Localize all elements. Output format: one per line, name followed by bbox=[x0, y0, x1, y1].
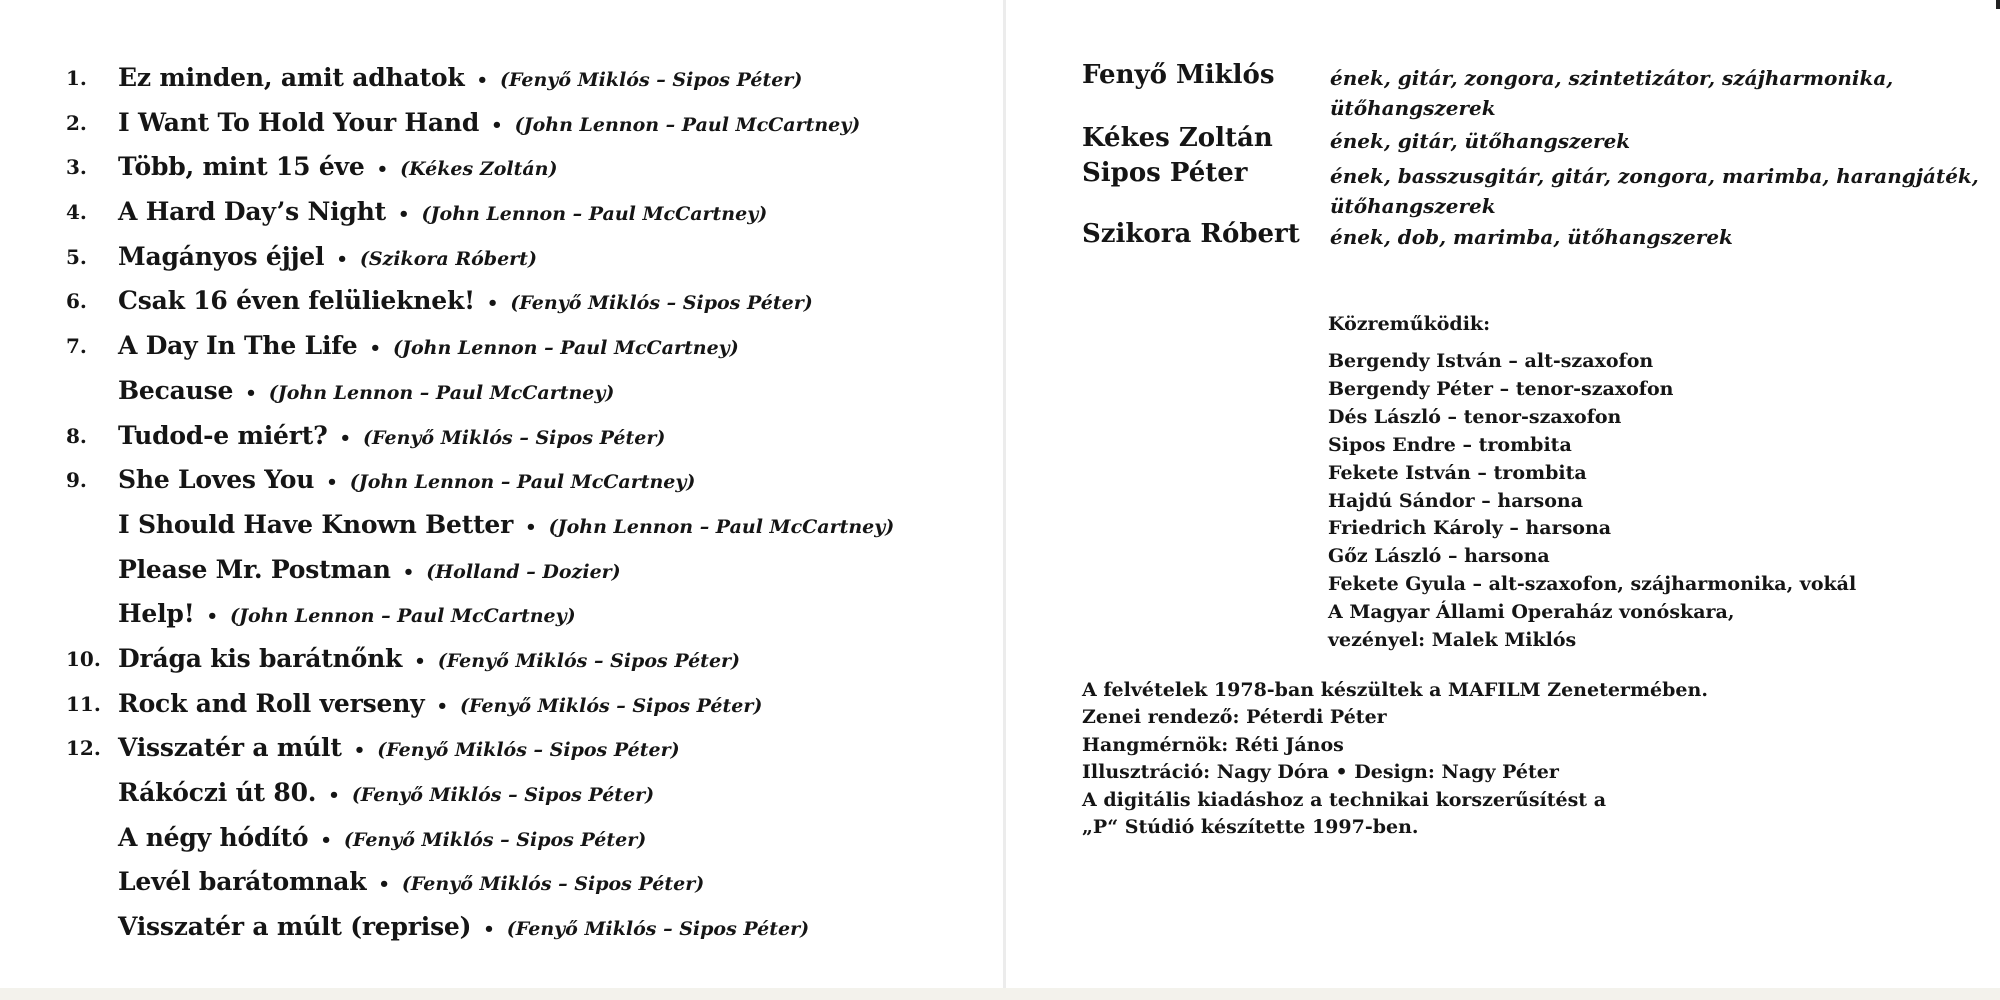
contributor-line: Dés László – tenor-szaxofon bbox=[1328, 405, 1622, 428]
bullet-separator: • bbox=[376, 159, 389, 181]
bullet-separator: • bbox=[483, 919, 495, 941]
track-body bbox=[118, 548, 621, 596]
track-body bbox=[118, 637, 740, 685]
track-row bbox=[66, 905, 996, 950]
musician-row bbox=[1082, 122, 1962, 157]
bullet-separator: • bbox=[336, 248, 348, 270]
track-number: 6. bbox=[66, 289, 87, 314]
track-row bbox=[66, 324, 996, 369]
track-body bbox=[118, 905, 809, 953]
track-title: A Day In The Life bbox=[118, 331, 358, 361]
musician-instruments: ének, gitár, zongora, szintetizátor, szájharmonika, ütőhangszerek bbox=[1330, 66, 1894, 120]
track-title: Csak 16 éven felülieknek! bbox=[118, 286, 475, 316]
track-songwriters: (Fenyő Miklós – Sipos Péter) bbox=[351, 784, 655, 806]
bullet-separator: • bbox=[320, 829, 332, 851]
track-number: 8. bbox=[66, 423, 87, 448]
musician-instruments: ének, gitár, ütőhangszerek bbox=[1330, 129, 1631, 153]
musician-name: Kékes Zoltán bbox=[1082, 123, 1273, 153]
bullet-separator: • bbox=[402, 561, 415, 583]
bullet-separator: • bbox=[525, 516, 537, 538]
track-title: Rock and Roll verseny bbox=[118, 688, 425, 718]
track-title: Because bbox=[118, 375, 234, 405]
contributor-line: Fekete István – trombita bbox=[1328, 461, 1587, 484]
bullet-separator: • bbox=[491, 114, 503, 136]
track-title: Please Mr. Postman bbox=[118, 554, 391, 584]
production-line: „P“ Stúdió készítette 1997-ben. bbox=[1082, 816, 1419, 839]
musician-name: Fenyő Miklós bbox=[1082, 60, 1275, 90]
track-title: A Hard Day’s Night bbox=[118, 197, 387, 227]
track-row bbox=[66, 726, 996, 771]
musician-list bbox=[1082, 59, 1979, 258]
scan-bottom-edge bbox=[0, 988, 2000, 1000]
contributor-line: Hajdú Sándor – harsona bbox=[1328, 489, 1584, 512]
track-title: Rákóczi út 80. bbox=[118, 778, 317, 807]
track-row bbox=[66, 369, 996, 414]
track-number: 1. bbox=[66, 66, 87, 90]
track-songwriters: (Fenyő Miklós – Sipos Péter) bbox=[506, 918, 810, 941]
contributor-line: Gőz László – harsona bbox=[1328, 545, 1550, 568]
track-songwriters: (Fenyő Miklós – Sipos Péter) bbox=[499, 69, 803, 91]
track-number: 7. bbox=[66, 334, 87, 359]
production-line: Hangmérnök: Réti János bbox=[1082, 733, 1344, 756]
track-body bbox=[118, 324, 739, 372]
track-songwriters: (Fenyő Miklós – Sipos Péter) bbox=[343, 828, 647, 851]
track-songwriters: (Kékes Zoltán) bbox=[400, 158, 558, 181]
track-number: 10. bbox=[66, 646, 101, 671]
track-row bbox=[66, 145, 996, 190]
track-songwriters: (Fenyő Miklós – Sipos Péter) bbox=[460, 694, 763, 717]
scan-corner-mark bbox=[1996, 0, 2000, 9]
track-row bbox=[66, 682, 996, 727]
track-songwriters: (Szikora Róbert) bbox=[359, 247, 537, 270]
musician-row bbox=[1082, 218, 1962, 258]
track-songwriters: (Fenyő Miklós – Sipos Péter) bbox=[377, 739, 680, 762]
bullet-separator: • bbox=[398, 204, 410, 226]
track-row bbox=[66, 548, 996, 593]
bullet-separator: • bbox=[326, 472, 338, 494]
bullet-separator: • bbox=[339, 427, 352, 449]
musician-name: Szikora Róbert bbox=[1082, 219, 1300, 249]
track-body bbox=[118, 56, 802, 104]
track-title: Drága kis barátnőnk bbox=[118, 643, 403, 673]
track-body bbox=[118, 235, 537, 283]
track-row bbox=[66, 503, 996, 548]
track-body bbox=[118, 279, 813, 327]
track-number: 4. bbox=[66, 200, 87, 225]
track-row bbox=[66, 190, 996, 235]
track-body bbox=[118, 771, 654, 819]
track-number: 11. bbox=[66, 691, 101, 716]
contributors-heading: Közreműködik: bbox=[1328, 313, 1491, 335]
track-number: 5. bbox=[66, 244, 87, 269]
track-number: 9. bbox=[66, 468, 87, 493]
bullet-separator: • bbox=[414, 650, 426, 672]
track-songwriters: (Holland – Dozier) bbox=[426, 560, 621, 583]
track-title: Visszatér a múlt bbox=[118, 733, 342, 763]
track-songwriters: (John Lennon – Paul McCartney) bbox=[393, 337, 739, 360]
musician-row bbox=[1082, 157, 1979, 218]
track-title: I Should Have Known Better bbox=[118, 509, 514, 539]
production-line: Illusztráció: Nagy Dóra • Design: Nagy Péter bbox=[1082, 761, 1559, 784]
contributor-line: Bergendy István – alt-szaxofon bbox=[1328, 350, 1654, 372]
track-title: Magányos éjjel bbox=[118, 241, 325, 271]
track-body bbox=[118, 369, 614, 417]
track-body bbox=[118, 860, 704, 908]
track-number: 3. bbox=[66, 155, 87, 180]
track-body bbox=[118, 726, 680, 774]
track-row bbox=[66, 637, 996, 682]
contributor-line: Fekete Gyula – alt-szaxofon, szájharmonika, vokál bbox=[1328, 573, 1857, 596]
track-songwriters: (John Lennon – Paul McCartney) bbox=[421, 203, 768, 226]
track-songwriters: (John Lennon – Paul McCartney) bbox=[514, 113, 861, 136]
musician-instruments: ének, dob, marimba, ütőhangszerek bbox=[1330, 225, 1733, 249]
track-body bbox=[118, 592, 576, 640]
track-number: 12. bbox=[66, 736, 101, 761]
track-title: Visszatér a múlt (reprise) bbox=[118, 912, 472, 942]
bullet-separator: • bbox=[206, 606, 218, 628]
production-line: Zenei rendező: Péterdi Péter bbox=[1082, 706, 1387, 729]
contributor-line: Sipos Endre – trombita bbox=[1328, 433, 1572, 456]
track-number: 2. bbox=[66, 110, 87, 135]
track-title: Levél barátomnak bbox=[118, 867, 367, 897]
track-title: Több, mint 15 éve bbox=[118, 152, 365, 182]
contributor-line: vezényel: Malek Miklós bbox=[1328, 629, 1577, 652]
track-row bbox=[66, 458, 996, 503]
production-line: A felvételek 1978-ban készültek a MAFILM Zenetermében. bbox=[1082, 679, 1708, 701]
bullet-separator: • bbox=[245, 382, 257, 404]
production-line: A digitális kiadáshoz a technikai korszerűsítést a bbox=[1082, 788, 1607, 811]
track-body bbox=[118, 816, 646, 864]
musician-instruments: ének, basszusgitár, gitár, zongora, marimba, harangjáték, ütőhangszerek bbox=[1330, 164, 1979, 218]
musician-row bbox=[1082, 59, 1962, 122]
track-title: Help! bbox=[118, 599, 195, 629]
contributors-section bbox=[1328, 310, 1988, 655]
track-body bbox=[118, 503, 894, 551]
track-row bbox=[66, 414, 996, 459]
track-songwriters: (Fenyő Miklós – Sipos Péter) bbox=[363, 426, 666, 449]
track-body bbox=[118, 414, 665, 462]
track-songwriters: (Fenyő Miklós – Sipos Péter) bbox=[401, 873, 705, 896]
track-row bbox=[66, 279, 996, 324]
track-body bbox=[118, 682, 762, 730]
track-row bbox=[66, 235, 996, 280]
track-songwriters: (John Lennon – Paul McCartney) bbox=[548, 515, 895, 538]
musician-name: Sipos Péter bbox=[1082, 158, 1248, 188]
track-row bbox=[66, 56, 996, 101]
track-row bbox=[66, 101, 996, 146]
track-row bbox=[66, 816, 996, 861]
track-title: She Loves You bbox=[118, 465, 315, 495]
track-body bbox=[118, 101, 860, 149]
track-body bbox=[118, 458, 695, 506]
track-body bbox=[118, 145, 557, 193]
track-title: I Want To Hold Your Hand bbox=[118, 107, 480, 137]
track-row bbox=[66, 860, 996, 905]
contributor-line: A Magyar Állami Operaház vonóskara, bbox=[1328, 601, 1735, 624]
production-credits bbox=[1082, 677, 1982, 841]
track-songwriters: (Fenyő Miklós – Sipos Péter) bbox=[510, 292, 813, 315]
track-row bbox=[66, 592, 996, 637]
contributor-line: Bergendy Péter – tenor-szaxofon bbox=[1328, 377, 1674, 400]
track-list bbox=[66, 56, 996, 950]
bullet-separator: • bbox=[378, 874, 390, 896]
bullet-separator: • bbox=[436, 695, 449, 717]
contributors-list bbox=[1328, 348, 1988, 655]
contributor-line: Friedrich Károly – harsona bbox=[1328, 517, 1612, 540]
track-title: A négy hódító bbox=[118, 822, 309, 852]
page-fold-divider bbox=[1003, 0, 1006, 1000]
track-title: Ez minden, amit adhatok bbox=[118, 63, 465, 92]
track-songwriters: (John Lennon – Paul McCartney) bbox=[230, 605, 576, 628]
track-row bbox=[66, 771, 996, 816]
bullet-separator: • bbox=[353, 740, 366, 762]
track-songwriters: (John Lennon – Paul McCartney) bbox=[349, 471, 696, 494]
bullet-separator: • bbox=[486, 293, 499, 315]
bullet-separator: • bbox=[476, 70, 488, 91]
track-songwriters: (Fenyő Miklós – Sipos Péter) bbox=[437, 649, 741, 672]
track-title: Tudod-e miért? bbox=[118, 420, 328, 450]
bullet-separator: • bbox=[328, 785, 340, 806]
bullet-separator: • bbox=[369, 338, 382, 360]
track-body bbox=[118, 190, 767, 238]
track-songwriters: (John Lennon – Paul McCartney) bbox=[268, 381, 615, 404]
